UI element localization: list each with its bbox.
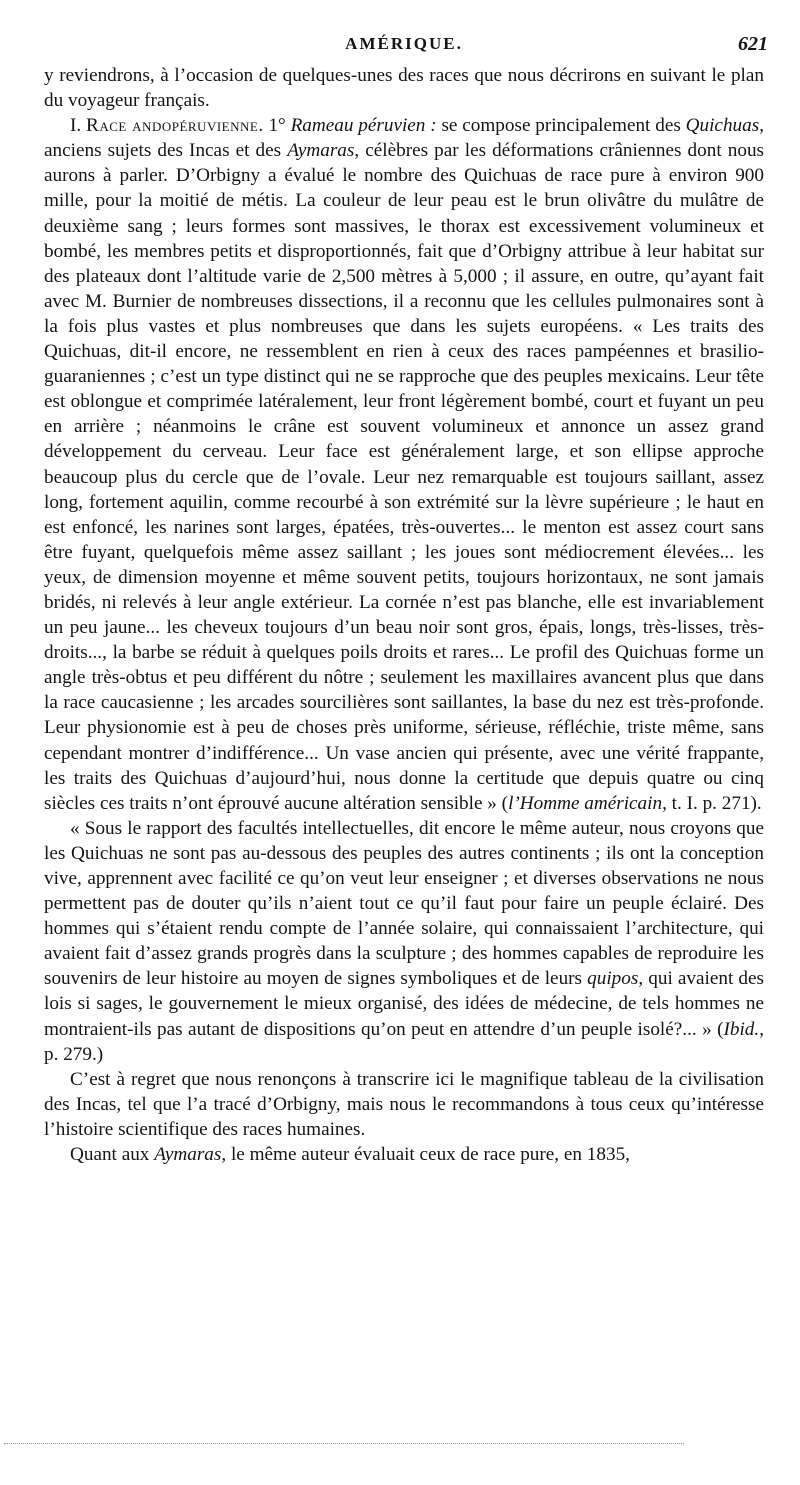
page-header (44, 31, 768, 61)
paragraph-race-ando-peruvienne (44, 113, 764, 816)
text-span: y reviendrons, à l’occasion de quelques-unes des races que nous décrirons en suivant le plan du voyageur français. (44, 65, 764, 112)
text-span: Quant aux (70, 1144, 155, 1166)
text-span: , anciens sujets des Incas et des (44, 115, 764, 162)
paragraph-continuation (44, 63, 764, 113)
italic-span: quipos (587, 968, 639, 990)
italic-span: l’Homme américain (508, 792, 663, 814)
text-span: , p. 279.) (44, 1018, 764, 1065)
small-caps-heading: Race andopéruvienne. (86, 115, 264, 137)
text-span: se compose principalement des (436, 115, 686, 137)
italic-span: Quichuas (685, 115, 760, 137)
text-span: « Sous le rapport des facultés intellectuelles, dit encore le même auteur, nous croyons que les Quichuas ne sont pas au-dessous des peuples des autres continents ; ils ont la conception vive, apprennent avec facilité ce qu’on veut leur enseigner ; et diverses observations ne nous permettent pas de douter qu’ils n’aient tout ce qu’il faut pour faire un peuple éclairé. Des hommes qui s’étaient rendu compte de l’année solaire, qui connaissaient l’architecture, qui avaient fait d’assez grands progrès dans la sculpture ; des hommes capables de reproduire les souvenirs de leur histoire au moyen de signes symboliques et de leurs (44, 817, 764, 990)
footer-dotted-rule (4, 1443, 684, 1444)
book-page (44, 0, 768, 1485)
text-span: , célèbres par les déformations crâniennes dont nous aurons à parler. D’Orbigny a évalué le nombre des Quichuas de race pure à environ 900 mille, pour la moitié de métis. La couleur de leur peau est le brun olivâtre du mulâtre de deuxième sang ; leurs formes sont massives, le thorax est excessivement volumineux et bombé, les membres petits et disproportionnés, fait que d’Orbigny attribue à leur habitat sur des plateaux dont l’altitude varie de 2,500 mètres à 5,000 ; il assure, en outre, qu’ayant fait avec M. Burnier de nombreuses dissections, il a reconnu que les cellules pulmonaires sont à la fois plus vastes et plus nombreuses que dans les sujets européens. « Les traits des Quichuas, dit-il encore, ne ressemblent en rien à ceux des races pampéennes et brasilio-guaraniennes ; c’est un type distinct qui ne se rapproche que des peuples mexicains. Leur tête est oblongue et comprimée latéralement, leur front légèrement bombé, court et fuyant un peu en arrière ; néanmoins le crâne est souvent volumineux et annonce un assez grand développement du cerveau. Leur face est généralement large, et son ellipse approche beaucoup plus du cercle que de l’ovale. Leur nez remarquable est toujours saillant, assez long, fortement aquilin, comme recourbé à son extrémité sur la lèvre supérieure ; le haut en est enfoncé, les narines sont larges, épatées, très-ouvertes... le menton est assez court sans être fuyant, quelquefois même assez saillant ; les joues sont médiocrement élevées... les yeux, de dimension moyenne et même souvent petits, toujours horizontaux, ne sont jamais bridés, ni relevés à leur angle extérieur. La cornée n’est pas blanche, elle est invariablement un peu jaune... les cheveux toujours d’un beau noir sont gros, épais, longs, très-lisses, très-droits..., la barbe se réduit à quelques poils droits et rares... Le profil des Quichuas forme un angle très-obtus et peu différent du nôtre ; seulement les maxillaires avancent plus que dans la race caucasienne ; les arcades sourcilières sont saillantes, la base du nez est très-profonde. Leur physionomie est à peu de choses près uniforme, sérieuse, réfléchie, triste même, sans cependant montrer d’indifférence... Un vase ancien qui présente, avec une vérité frappante, les traits des Quichuas d’aujourd’hui, nous donne la certitude que depuis quatre ou cinq siècles ces traits n’ont éprouvé aucune altération sensible » ( (44, 140, 764, 814)
text-span: , le même auteur évaluait ceux de race pure, en 1835, (221, 1144, 630, 1166)
paragraph-aymaras (44, 1142, 764, 1167)
text-span: C’est à regret que nous renonçons à transcrire ici le magnifique tableau de la civilisation des Incas, tel que l’a tracé d’Orbigny, mais nous le recommandons à tous ceux qu’intéresse l’histoire scientifique des races humaines. (44, 1068, 764, 1140)
text-span: , t. I. p. 271). (662, 792, 762, 814)
body-text (44, 63, 764, 1167)
italic-span: Aymaras (287, 140, 355, 162)
paragraph-civilisation-incas (44, 1067, 764, 1142)
text-span: I. (70, 115, 87, 137)
paragraph-facultes-intellectuelles (44, 816, 764, 1067)
italic-span: Ibid. (723, 1018, 760, 1040)
text-span: , qui avaient des lois si sages, le gouvernement le mieux organisé, des idées de médecine, de tels hommes ne montraient-ils pas autant de dispositions qu’on peut en attendre d’un peuple isolé?... » ( (44, 968, 764, 1040)
text-span: 1° (263, 115, 291, 137)
italic-span: Aymaras (154, 1144, 222, 1166)
page-number: 621 (738, 33, 768, 55)
running-head: AMÉRIQUE. (345, 34, 463, 53)
italic-span: Rameau péruvien : (290, 115, 437, 137)
